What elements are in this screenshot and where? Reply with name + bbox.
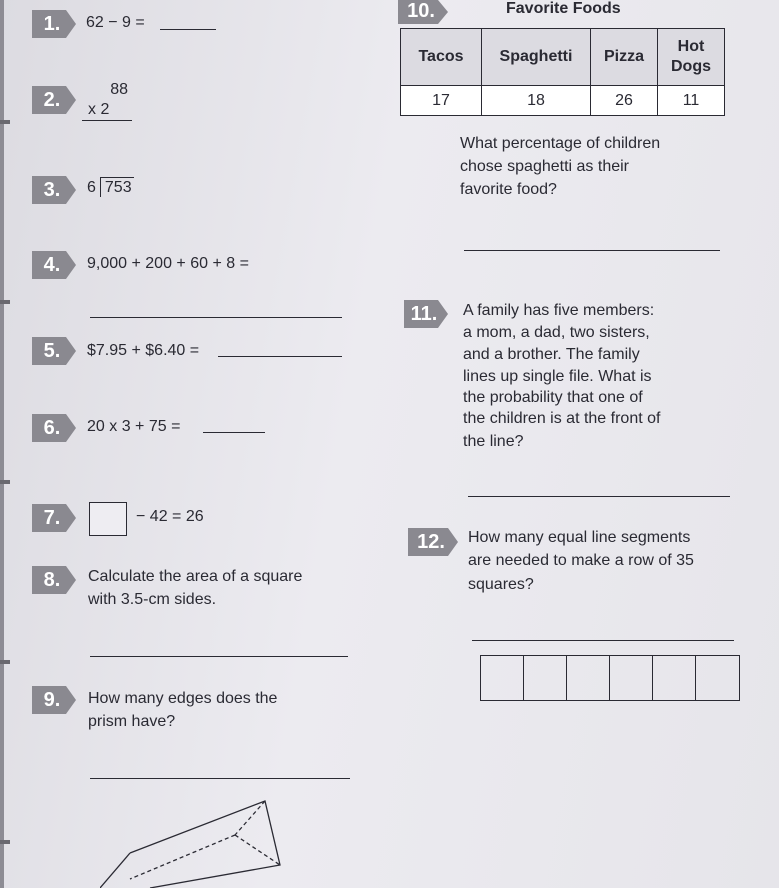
dividend: 753 [100, 177, 134, 197]
prism-hidden-edge [235, 835, 280, 865]
problem-8-badge [32, 566, 76, 594]
problem-11-line: a mom, a dad, two sisters, [463, 324, 650, 341]
table-cell: 18 [482, 86, 591, 116]
problem-12-line: How many equal line segments [468, 529, 691, 546]
problem-number: 4. [43, 254, 61, 276]
problem-10-line: What percentage of children [460, 135, 661, 152]
problem-7-badge [32, 504, 76, 532]
problem-number: 7. [43, 507, 61, 529]
multiplicand: 88 [110, 81, 128, 98]
problem-number: 2. [43, 89, 61, 111]
problem-number: 1. [43, 13, 61, 35]
problem-9-line: How many edges does the [88, 690, 278, 707]
binding-edge [0, 0, 4, 888]
prism-front-face [130, 801, 280, 888]
column-header: Pizza [591, 29, 658, 86]
problem-1-text: 62 − 9 = [86, 14, 145, 31]
column-header [658, 29, 725, 86]
binding-mark [0, 840, 10, 844]
table-cell: 26 [591, 86, 658, 116]
answer-blank[interactable] [464, 250, 720, 251]
answer-blank[interactable] [218, 356, 342, 357]
multiplier: x 2 [82, 100, 132, 121]
answer-blank[interactable] [203, 432, 265, 433]
problem-8-line: with 3.5-cm sides. [88, 591, 217, 608]
binding-mark [0, 120, 10, 124]
problem-number: 11. [410, 303, 438, 325]
square-cell [653, 656, 696, 700]
problem-1-badge [32, 10, 76, 38]
column-header: Spaghetti [482, 29, 591, 86]
divisor: 6 [87, 179, 96, 196]
problem-10-badge [398, 0, 448, 28]
problem-11-line: the children is at the front of [463, 410, 661, 427]
problem-10-line: favorite food? [460, 181, 557, 198]
problem-number: 5. [43, 340, 61, 362]
binding-mark [0, 660, 10, 664]
problem-5-text: $7.95 + $6.40 = [87, 342, 200, 359]
problem-4-text: 9,000 + 200 + 60 + 8 = [87, 255, 249, 272]
answer-blank[interactable] [90, 317, 342, 318]
problem-12-line: are needed to make a row of 35 [468, 552, 694, 569]
answer-blank[interactable] [90, 656, 348, 657]
problem-number: 8. [43, 569, 61, 591]
binding-mark [0, 480, 10, 484]
problem-number: 6. [43, 417, 61, 439]
problem-7-text: − 42 = 26 [136, 508, 204, 525]
problem-11-line: the line? [463, 433, 524, 450]
answer-blank[interactable] [90, 778, 350, 779]
binding-mark [0, 300, 10, 304]
square-cell [696, 656, 739, 700]
problem-10-line: chose spaghetti as their [460, 158, 629, 175]
long-division [87, 177, 134, 197]
problem-11-line: and a brother. The family [463, 346, 640, 363]
problem-12-line: squares? [468, 576, 534, 593]
square-cell [481, 656, 524, 700]
missing-number-box[interactable] [89, 502, 127, 536]
problem-12-badge [408, 528, 458, 556]
problem-9-line: prism have? [88, 713, 176, 730]
answer-blank[interactable] [472, 640, 734, 641]
problem-11-badge [404, 300, 448, 328]
prism-edge [100, 853, 130, 888]
problem-6-text: 20 x 3 + 75 = [87, 418, 181, 435]
problem-2-badge [32, 86, 76, 114]
answer-blank[interactable] [160, 29, 216, 30]
squares-row-figure [480, 655, 740, 701]
favorite-foods-table [400, 28, 725, 116]
square-cell [524, 656, 567, 700]
column-header-line: Hot [677, 38, 705, 55]
problem-11-line: the probability that one of [463, 389, 643, 406]
table-cell: 17 [401, 86, 482, 116]
problem-9-badge [32, 686, 76, 714]
problem-number: 3. [43, 179, 61, 201]
square-cell [567, 656, 610, 700]
problem-4-badge [32, 251, 76, 279]
problem-8-line: Calculate the area of a square [88, 568, 303, 585]
prism-hidden-edge [130, 835, 235, 879]
table-title: Favorite Foods [506, 0, 621, 17]
problem-5-badge [32, 337, 76, 365]
square-cell [610, 656, 653, 700]
problem-11-line: A family has five members: [463, 302, 655, 319]
answer-blank[interactable] [468, 496, 730, 497]
problem-number: 9. [43, 689, 61, 711]
triangular-prism-figure [100, 795, 290, 888]
problem-number: 10. [407, 0, 435, 22]
problem-3-badge [32, 176, 76, 204]
problem-number: 12. [417, 531, 445, 553]
problem-6-badge [32, 414, 76, 442]
multiplication-problem [82, 80, 132, 121]
table-cell: 11 [658, 86, 725, 116]
column-header: Tacos [401, 29, 482, 86]
column-header-line: Dogs [671, 58, 711, 75]
problem-11-line: lines up single file. What is [463, 368, 652, 385]
